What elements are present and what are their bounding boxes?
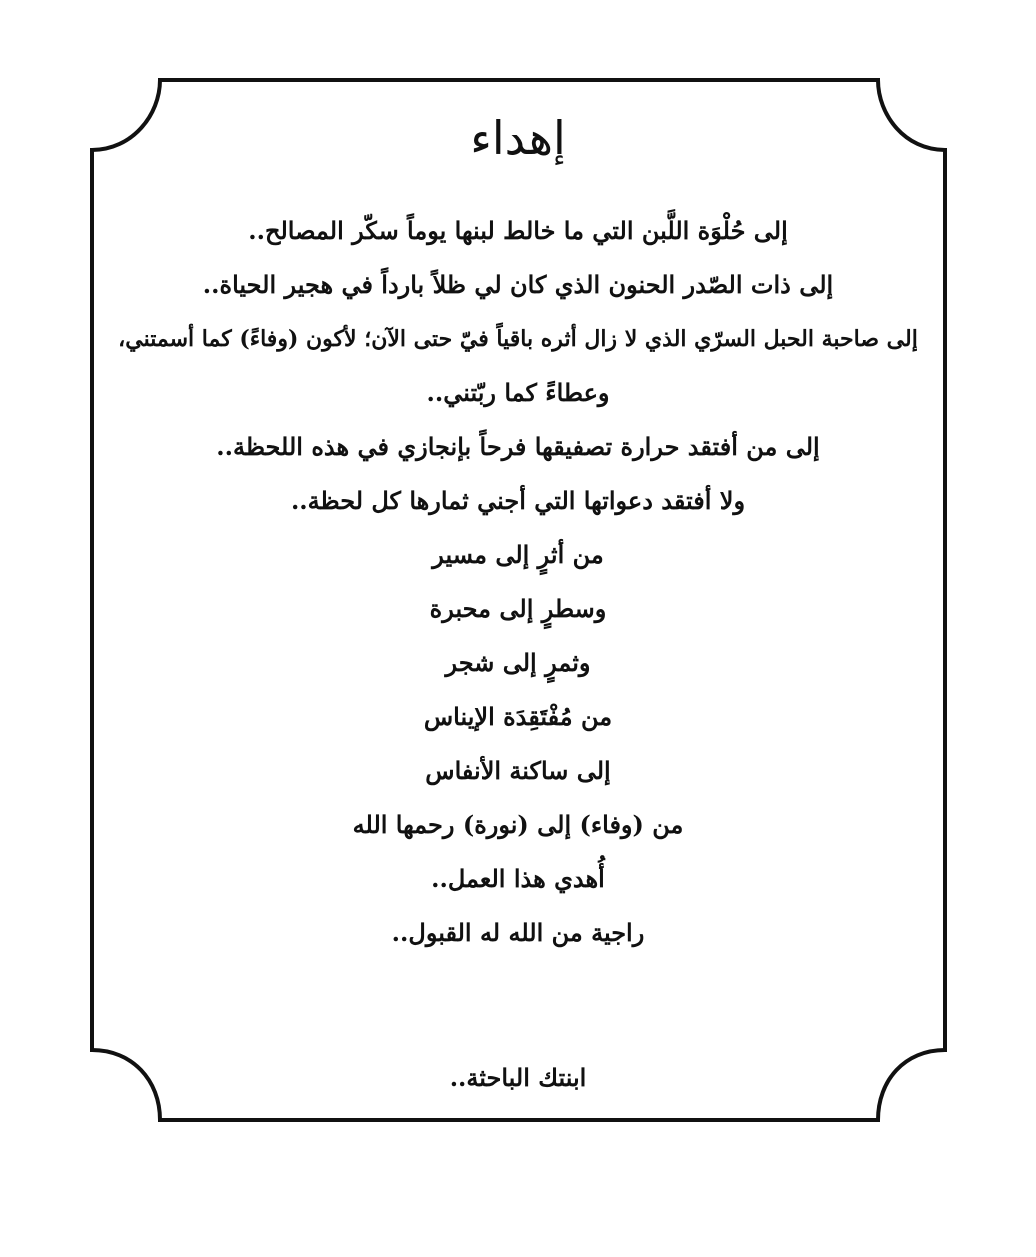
dedication-line: إلى حُلْوَة اللَّبن التي ما خالط لبنها يوماً سكّر المصالح.. bbox=[248, 216, 788, 245]
dedication-line: ولا أفتقد دعواتها التي أجني ثمارها كل لحظة.. bbox=[290, 486, 746, 515]
dedication-line: إلى ساكنة الأنفاس bbox=[425, 756, 611, 785]
dedication-line: إلى ذات الصّدر الحنون الذي كان لي ظلاً بارداً في هجير الحياة.. bbox=[202, 270, 834, 299]
page-title: إهداء bbox=[470, 111, 566, 165]
dedication-text bbox=[95, 204, 941, 960]
dedication-line: وسطرٍ إلى محبرة bbox=[429, 594, 607, 623]
dedication-line: من مُفْتَقِدَة الإيناس bbox=[423, 702, 613, 731]
dedication-line: راجية من الله له القبول.. bbox=[391, 918, 645, 947]
dedication-line: إلى صاحبة الحبل السرّي الذي لا زال أثره باقياً فيّ حتى الآن؛ لأكون (وفاءً) كما أسمتني، bbox=[118, 326, 918, 352]
dedication-line: وعطاءً كما ربّتني.. bbox=[426, 378, 610, 407]
signature: ابنتك الباحثة.. bbox=[449, 1063, 587, 1092]
dedication-line: من (وفاء) إلى (نورة) رحمها الله bbox=[352, 810, 684, 839]
dedication-line: إلى من أفتقد حرارة تصفيقها فرحاً بإنجازي في هذه اللحظة.. bbox=[216, 432, 820, 461]
dedication-line: وثمرٍ إلى شجر bbox=[445, 648, 591, 677]
dedication-line: أُهدي هذا العمل.. bbox=[431, 864, 605, 893]
dedication-line: من أثرٍ إلى مسير bbox=[432, 540, 604, 569]
dedication-page bbox=[95, 110, 941, 1120]
